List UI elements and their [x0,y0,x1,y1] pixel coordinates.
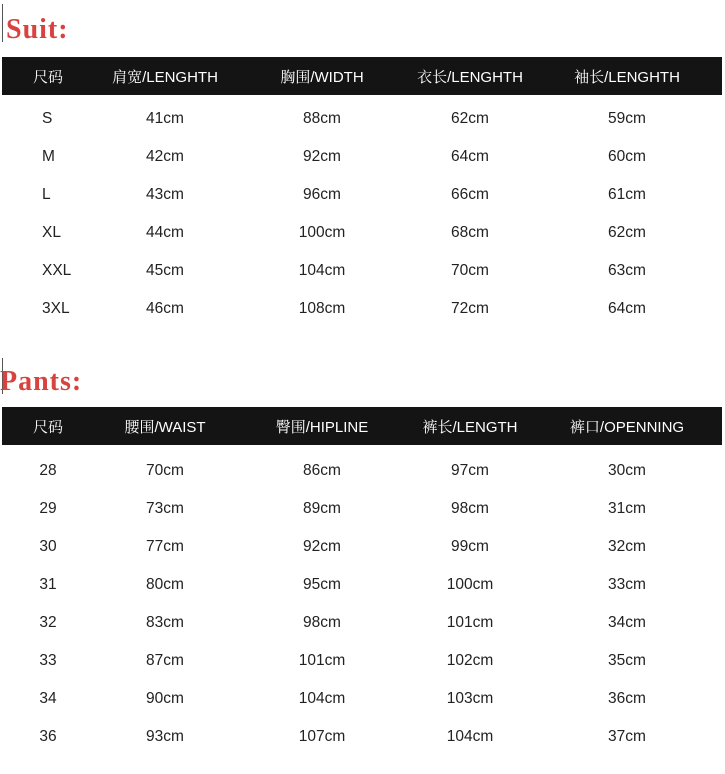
pants-size-table [2,407,722,756]
pants-table-row [2,680,722,718]
suit-table-cell: 59cm [608,110,646,127]
suit-table-cell: 100cm [298,224,346,241]
suit-table-row [2,290,722,328]
pants-table-cell: 36cm [608,690,646,707]
pants-table-cell: 77cm [146,538,184,555]
pants-table-cell: 99cm [451,538,489,555]
pants-table-cell: 104cm [446,728,494,745]
pants-table-row [2,718,722,756]
suit-table-row [2,252,722,290]
pants-table-cell: 102cm [446,652,494,669]
pants-table-cell: 86cm [303,462,341,479]
pants-table-cell: 83cm [146,614,184,631]
suit-table-cell: 3XL [42,300,70,317]
pants-table-cell: 101cm [446,614,494,631]
pants-table-header [2,407,722,445]
suit-table-cell: 44cm [146,224,184,241]
suit-table-cell: 61cm [608,186,646,203]
pants-table-cell: 98cm [303,614,341,631]
pants-table-cell: 98cm [451,500,489,517]
suit-table-cell: 42cm [146,148,184,165]
suit-table-cell: 88cm [303,110,341,127]
pants-table-cell: 92cm [303,538,341,555]
suit-table-cell: 60cm [608,148,646,165]
pants-table-row [2,452,722,490]
pants-table-cell: 90cm [146,690,184,707]
suit-table-header [2,57,722,95]
pants-header-opening: 裤口/OPENNING [569,418,685,436]
pants-table-cell: 95cm [303,576,341,593]
pants-table-cell: 30 [39,538,57,555]
pants-header-waist: 腰围/WAIST [124,418,206,436]
suit-table-body [2,95,722,328]
suit-table-cell: L [42,186,51,203]
suit-table-cell: XXL [42,262,72,279]
suit-header-length: 衣长/LENGHTH [417,68,523,86]
pants-table-cell: 33cm [608,576,646,593]
pants-table-cell: 37cm [608,728,646,745]
pants-table-cell: 31cm [608,500,646,517]
pants-table-row [2,490,722,528]
suit-table-cell: 104cm [298,262,346,279]
pants-table-cell: 104cm [298,690,346,707]
suit-table-cell: XL [42,224,61,241]
suit-table-cell: 70cm [451,262,489,279]
pants-table-cell: 35cm [608,652,646,669]
pants-table-row [2,604,722,642]
suit-table-cell: M [42,148,55,165]
pants-table-cell: 34 [39,690,57,707]
suit-table-cell: 63cm [608,262,646,279]
pants-table-cell: 36 [39,728,57,745]
suit-table-cell: 62cm [451,110,489,127]
pants-table-cell: 28 [39,462,57,479]
suit-table-cell: 45cm [146,262,184,279]
text-caret [2,4,3,42]
pants-table-cell: 70cm [146,462,184,479]
pants-header-size: 尺码 [32,418,63,436]
suit-header-sleeve: 袖长/LENGHTH [574,68,680,86]
suit-header-size: 尺码 [32,68,63,86]
suit-table-cell: 96cm [303,186,341,203]
suit-table-cell: 92cm [303,148,341,165]
suit-table-cell: 46cm [146,300,184,317]
pants-table-cell: 103cm [446,690,494,707]
pants-table-cell: 80cm [146,576,184,593]
pants-table-cell: 73cm [146,500,184,517]
suit-header-shoulder: 肩宽/LENGHTH [112,68,218,86]
pants-table-row [2,642,722,680]
pants-header-length: 裤长/LENGTH [422,418,518,436]
suit-table-cell: 41cm [146,110,184,127]
suit-table-cell: S [42,110,53,127]
pants-table-cell: 30cm [608,462,646,479]
suit-table-cell: 72cm [451,300,489,317]
suit-table-cell: 108cm [298,300,346,317]
suit-table-row [2,214,722,252]
pants-table-cell: 97cm [451,462,489,479]
suit-table-row [2,176,722,214]
pants-table-cell: 101cm [298,652,346,669]
pants-table-cell: 107cm [298,728,346,745]
suit-size-table [2,57,722,328]
pants-table-cell: 100cm [446,576,494,593]
pants-table-cell: 29 [39,500,57,517]
pants-table-cell: 89cm [303,500,341,517]
suit-table-cell: 64cm [608,300,646,317]
pants-table-cell: 31 [39,576,57,593]
pants-table-cell: 93cm [146,728,184,745]
suit-table-row [2,100,722,138]
pants-table-cell: 32cm [608,538,646,555]
suit-table-cell: 62cm [608,224,646,241]
suit-table-cell: 43cm [146,186,184,203]
pants-table-cell: 33 [39,652,57,669]
suit-table-row [2,138,722,176]
pants-table-body [2,445,722,756]
pants-table-cell: 32 [39,614,57,631]
pants-table-cell: 34cm [608,614,646,631]
suit-table-cell: 68cm [451,224,489,241]
pants-table-row [2,566,722,604]
pants-section-title: Pants: [0,366,83,397]
suit-table-cell: 64cm [451,148,489,165]
suit-section-title: Suit: [6,14,69,45]
suit-table-cell: 66cm [451,186,489,203]
suit-header-chest: 胸围/WIDTH [280,68,364,86]
pants-table-row [2,528,722,566]
pants-table-cell: 87cm [146,652,184,669]
pants-header-hip: 臀围/HIPLINE [275,418,369,436]
